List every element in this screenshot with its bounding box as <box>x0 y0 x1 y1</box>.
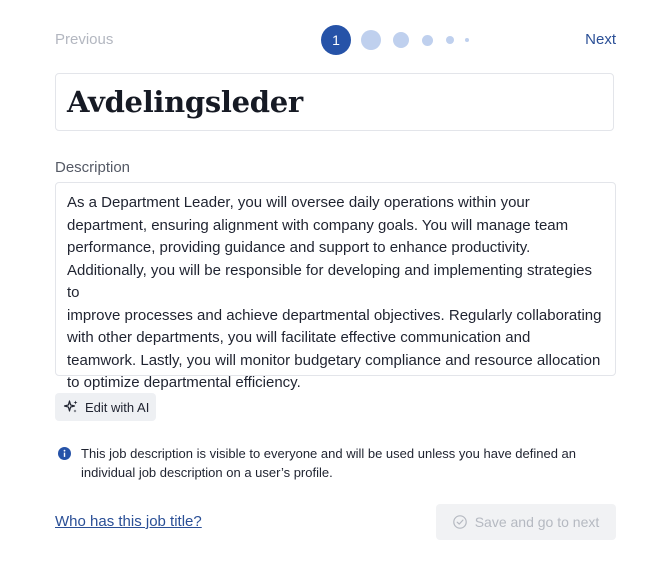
save-and-next-label: Save and go to next <box>474 514 600 530</box>
job-title-text: Avdelingsleder <box>67 85 303 119</box>
job-title-field[interactable] <box>55 73 614 131</box>
step-dot[interactable] <box>465 38 469 42</box>
description-text: As a Department Leader, you will oversee daily operations within your department, ensuring alignment with company goals. You will manage team performance, providing guidance and support to enhance productivity. Additionally, you will be responsible for developing and implementing strategies to improve processes and achieve departmental objectives. Regularly collaborating with other departments, you will facilitate effective communication and teamwork. Lastly, you will monitor budgetary compliance and resource allocation to optimize departmental efficiency. <box>67 194 602 391</box>
check-circle-icon <box>453 515 467 529</box>
edit-with-ai-label: Edit with AI <box>85 399 150 415</box>
step-indicator <box>321 25 469 55</box>
sparkle-icon <box>63 399 79 415</box>
info-note-line: This job description is visible to everyone and will be used unless you have defined an <box>81 446 577 461</box>
step-dot[interactable] <box>361 30 381 50</box>
description-field[interactable] <box>55 182 616 391</box>
step-dot[interactable] <box>393 32 409 48</box>
step-current[interactable]: 1 <box>321 25 351 55</box>
info-note-line: individual job description on a user’s profile. <box>81 465 333 480</box>
info-icon <box>58 447 71 460</box>
next-link[interactable]: Next <box>585 31 616 48</box>
edit-with-ai-button[interactable] <box>55 393 156 421</box>
save-and-next-button[interactable] <box>436 504 616 540</box>
previous-link: Previous <box>55 31 114 48</box>
step-dot[interactable] <box>446 36 454 44</box>
description-label: Description <box>55 159 131 176</box>
info-note <box>81 444 581 482</box>
who-has-job-title-link[interactable]: Who has this job title? <box>55 513 202 530</box>
step-dot[interactable] <box>422 35 433 46</box>
